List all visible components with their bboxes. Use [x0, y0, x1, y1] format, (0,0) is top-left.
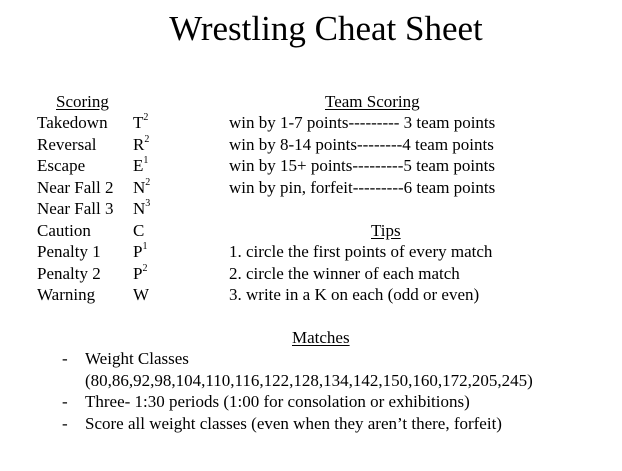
matches-item-weight-classes: Weight Classes: [85, 349, 189, 368]
page-title: Wrestling Cheat Sheet: [169, 9, 483, 48]
team-scoring-row: win by 15+ points---------5 team points: [229, 156, 495, 175]
team-scoring-row: win by 1-7 points--------- 3 team points: [229, 113, 496, 132]
matches-heading: Matches: [292, 328, 350, 347]
tips-heading: Tips: [371, 221, 401, 240]
scoring-code-reversal: $R^2$: [133, 134, 150, 154]
tip-item: 2. circle the winner of each match: [229, 264, 460, 283]
scoring-code-escape: $E^1$: [133, 155, 149, 175]
bullet-dash: -: [62, 349, 68, 368]
team-scoring-row: win by 8-14 points--------4 team points: [229, 135, 494, 154]
team-scoring-row: win by pin, forfeit---------6 team points: [229, 178, 496, 197]
scoring-code-penalty-2: $P^2$: [133, 263, 148, 283]
scoring-code-warning: W: [133, 285, 150, 304]
tip-item: 1. circle the first points of every match: [229, 242, 493, 261]
scoring-code-near-fall-3: $N^3$: [133, 198, 151, 218]
scoring-code-caution: C: [133, 221, 145, 240]
scoring-name-caution: Caution: [37, 221, 91, 240]
bullet-dash: -: [62, 392, 68, 411]
tip-item: 3. write in a K on each (odd or even): [229, 285, 480, 304]
scoring-name-warning: Warning: [37, 285, 96, 304]
scoring-name-reversal: Reversal: [37, 135, 97, 154]
scoring-code-penalty-1: $P^1$: [133, 241, 148, 261]
scoring-code-near-fall-2: $N^2$: [133, 177, 151, 197]
scoring-name-penalty-2: Penalty 2: [37, 264, 101, 283]
scoring-name-near-fall-3: Near Fall 3: [37, 199, 114, 218]
scoring-code-takedown: $T^2$: [133, 112, 149, 132]
bullet-dash: -: [62, 414, 68, 433]
scoring-heading: Scoring: [56, 92, 109, 111]
matches-item-periods: Three- 1:30 periods (1:00 for consolation or exhibitions): [85, 392, 470, 411]
scoring-name-near-fall-2: Near Fall 2: [37, 178, 114, 197]
weight-class-list: (80,86,92,98,104,110,116,122,128,134,142,150,160,172,205,245): [85, 371, 533, 390]
scoring-name-penalty-1: Penalty 1: [37, 242, 101, 261]
team-scoring-heading: Team Scoring: [325, 92, 420, 111]
matches-item-scoring: Score all weight classes (even when they aren’t there, forfeit): [85, 414, 502, 433]
scoring-name-takedown: Takedown: [37, 113, 108, 132]
scoring-name-escape: Escape: [37, 156, 86, 175]
